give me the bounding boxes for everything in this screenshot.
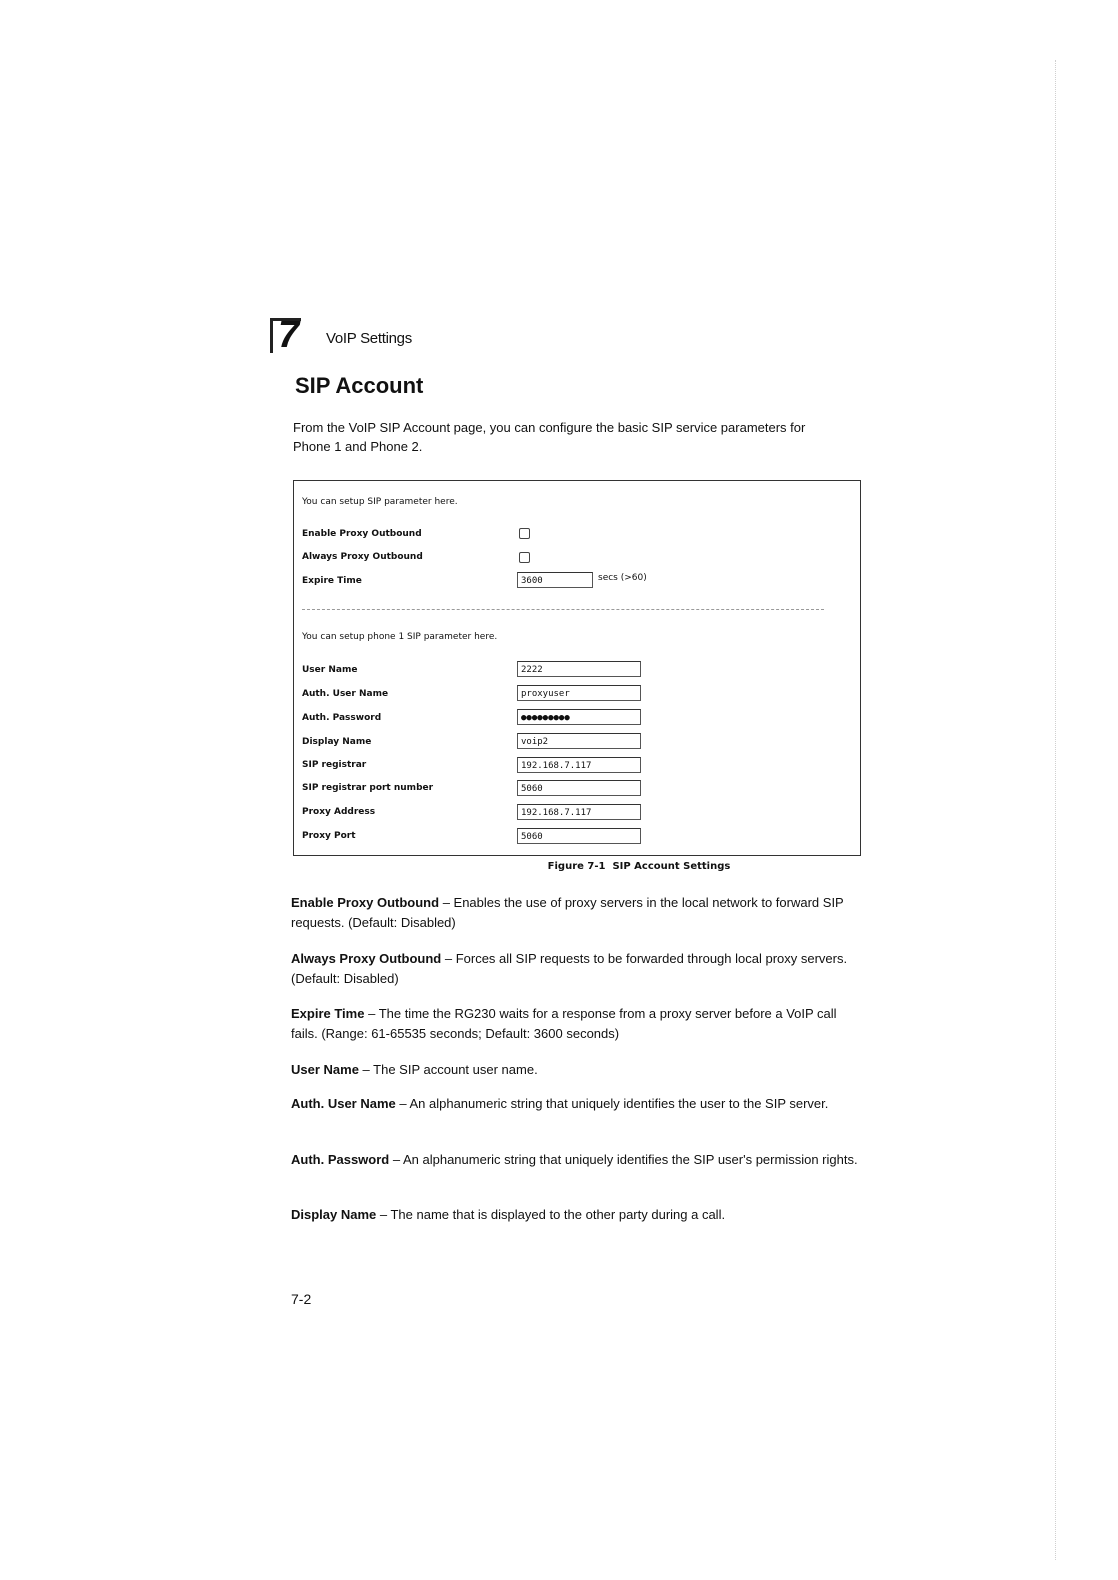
definition-enable-proxy-outbound bbox=[291, 893, 863, 933]
figure-number: Figure 7-1 bbox=[547, 861, 606, 872]
definition-term: Auth. Password bbox=[291, 1152, 390, 1167]
auth-user-name-input[interactable]: proxyuser bbox=[517, 685, 641, 701]
figure-caption bbox=[0, 861, 1118, 872]
enable-proxy-outbound-checkbox[interactable] bbox=[519, 528, 530, 539]
definition-term: Enable Proxy Outbound bbox=[291, 895, 440, 910]
expire-time-input[interactable]: 3600 bbox=[517, 572, 593, 588]
definition-auth-password bbox=[291, 1150, 863, 1170]
phone-note: You can setup phone 1 SIP parameter here. bbox=[302, 632, 498, 642]
always-proxy-outbound-checkbox[interactable] bbox=[519, 552, 530, 563]
chapter-title: VoIP Settings bbox=[326, 330, 412, 347]
definition-term: Display Name bbox=[291, 1207, 377, 1222]
definition-expire-time bbox=[291, 1004, 863, 1044]
definition-text: – The time the RG230 waits for a response from a proxy server before a VoIP call fails. (Range: 61-65535 seconds; Default: 3600 seconds) bbox=[291, 1006, 837, 1041]
expire-time-label: Expire Time bbox=[302, 576, 362, 586]
general-note: You can setup SIP parameter here. bbox=[302, 497, 458, 507]
sip-registrar-input[interactable]: 192.168.7.117 bbox=[517, 757, 641, 773]
page-title: SIP Account bbox=[295, 373, 424, 398]
chapter-number: 7 bbox=[278, 314, 300, 356]
auth-password-input[interactable]: ●●●●●●●●● bbox=[517, 709, 641, 725]
proxy-address-label: Proxy Address bbox=[302, 807, 376, 817]
sip-registrar-port-input[interactable]: 5060 bbox=[517, 780, 641, 796]
proxy-port-input[interactable]: 5060 bbox=[517, 828, 641, 844]
definition-term: Expire Time bbox=[291, 1006, 365, 1021]
definition-term: Auth. User Name bbox=[291, 1096, 396, 1111]
display-name-label: Display Name bbox=[302, 737, 372, 747]
definition-text: – An alphanumeric string that uniquely identifies the SIP user's permission rights. bbox=[389, 1152, 858, 1167]
sip-registrar-label: SIP registrar bbox=[302, 760, 367, 770]
intro-paragraph: From the VoIP SIP Account page, you can configure the basic SIP service parameters for Phone 1 and Phone 2. bbox=[293, 420, 806, 454]
definition-text: – Enables the use of proxy servers in the local network to forward SIP requests. (Default: Disabled) bbox=[291, 895, 844, 930]
definition-text: – The name that is displayed to the other party during a call. bbox=[376, 1207, 726, 1222]
display-name-input[interactable]: voip2 bbox=[517, 733, 641, 749]
definition-text: – The SIP account user name. bbox=[358, 1062, 538, 1077]
auth-password-label: Auth. Password bbox=[302, 713, 382, 723]
proxy-address-input[interactable]: 192.168.7.117 bbox=[517, 804, 641, 820]
figure-title: SIP Account Settings bbox=[612, 861, 731, 872]
expire-time-unit: secs (>60) bbox=[598, 573, 647, 583]
sip-account-screenshot bbox=[293, 480, 861, 856]
definition-always-proxy-outbound bbox=[291, 949, 863, 989]
always-proxy-outbound-label: Always Proxy Outbound bbox=[302, 552, 423, 562]
page-number: 7-2 bbox=[291, 1291, 312, 1307]
section-divider bbox=[302, 609, 824, 610]
auth-user-name-label: Auth. User Name bbox=[302, 689, 389, 699]
definition-text: – An alphanumeric string that uniquely identifies the user to the SIP server. bbox=[395, 1096, 829, 1111]
proxy-port-label: Proxy Port bbox=[302, 831, 356, 841]
definition-text: – Forces all SIP requests to be forwarded through local proxy servers. (Default: Disabled) bbox=[291, 951, 848, 986]
page-edge bbox=[1054, 60, 1056, 1560]
definition-display-name bbox=[291, 1205, 863, 1225]
definition-term: Always Proxy Outbound bbox=[291, 951, 442, 966]
sip-registrar-port-label: SIP registrar port number bbox=[302, 783, 434, 793]
user-name-label: User Name bbox=[302, 665, 358, 675]
definition-user-name bbox=[291, 1060, 863, 1080]
user-name-input[interactable]: 2222 bbox=[517, 661, 641, 677]
definition-auth-user-name bbox=[291, 1094, 863, 1114]
enable-proxy-outbound-label: Enable Proxy Outbound bbox=[302, 529, 422, 539]
definition-term: User Name bbox=[291, 1062, 359, 1077]
